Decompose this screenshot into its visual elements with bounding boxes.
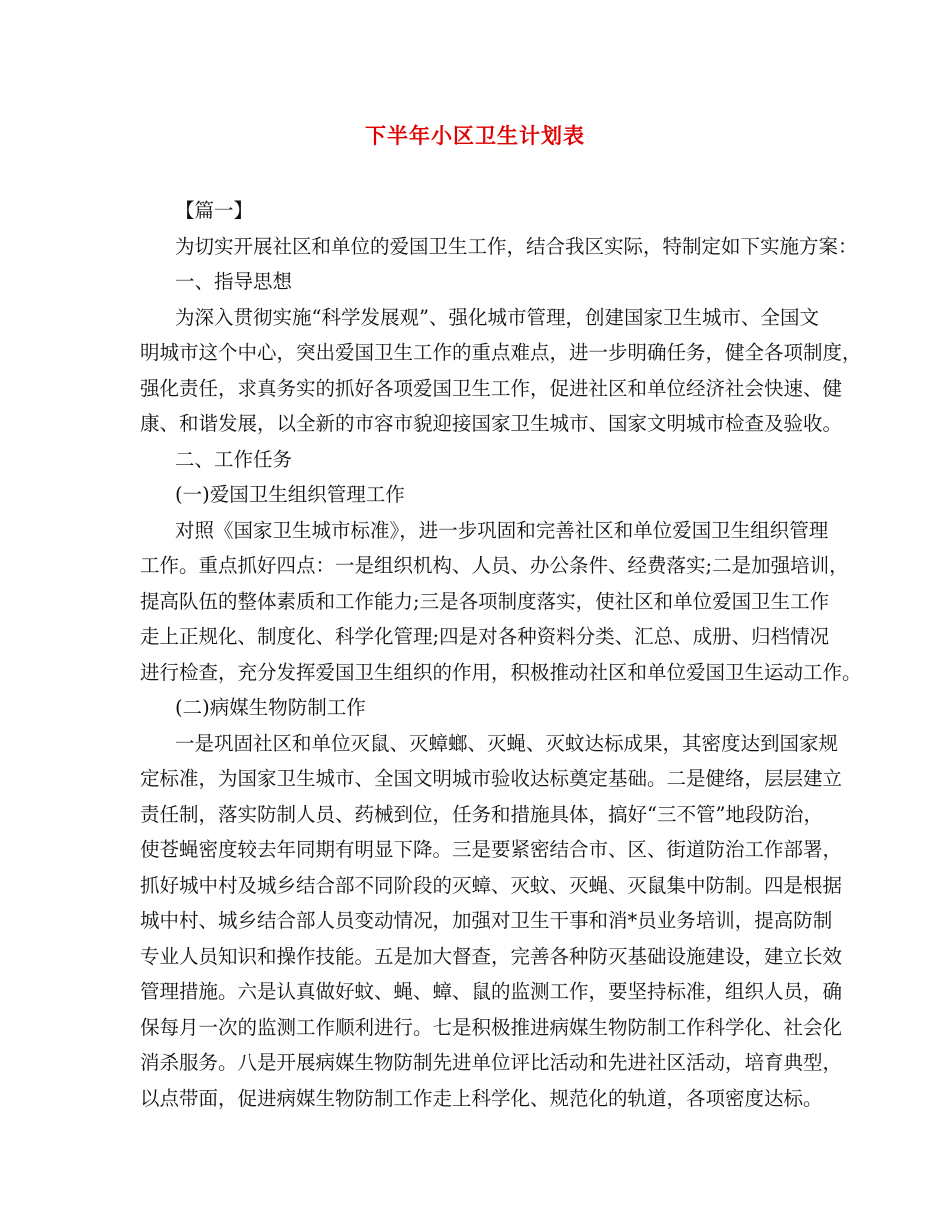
body-line: 为深入贯彻实施“科学发展观”、强化城市管理，创建国家卫生城市、全国文 — [175, 305, 819, 329]
body-line: 为切实开展社区和单位的爱国卫生工作，结合我区实际，特制定如下实施方案： — [175, 234, 858, 258]
body-line: 对照《国家卫生城市标准》，进一步巩固和完善社区和单位爱国卫生组织管理 — [175, 518, 829, 542]
body-line: 定标准，为国家卫生城市、全国文明城市验收达标奠定基础。二是健络，层层建立 — [140, 767, 843, 790]
body-line: 抓好城中村及城乡结合部不同阶段的灭蟑、灭蚊、灭蝇、灭鼠集中防制。四是根据 — [140, 873, 843, 897]
body-line: 强化责任，求真务实的抓好各项爱国卫生工作，促进社区和单位经济社会快速、健 — [140, 376, 843, 400]
body-line: 城中村、城乡结合部人员变动情况，加强对卫生干事和消*员业务培训，提高防制 — [140, 909, 833, 932]
body-line: 提高队伍的整体素质和工作能力;三是各项制度落实，使社区和单位爱国卫生工作 — [140, 589, 830, 613]
body-line: 专业人员知识和操作技能。五是加大督查，完善各种防灭基础设施建设，建立长效 — [140, 944, 843, 968]
body-line: 明城市这个中心，突出爱国卫生工作的重点难点，进一步明确任务，健全各项制度， — [140, 341, 862, 364]
body-line: 一是巩固社区和单位灭鼠、灭蟑螂、灭蝇、灭蚊达标成果，其密度达到国家规 — [175, 731, 839, 755]
body-line: 二、工作任务 — [175, 447, 293, 471]
body-line: 进行检查，充分发挥爱国卫生组织的作用，积极推动社区和单位爱国卫生运动工作。 — [140, 660, 862, 684]
body-line: 消杀服务。八是开展病媒生物防制先进单位评比活动和先进社区活动，培育典型， — [140, 1051, 843, 1074]
body-line: (二)病媒生物防制工作 — [175, 696, 366, 719]
body-line: 以点带面，促进病媒生物防制工作走上科学化、规范化的轨道，各项密度达标。 — [140, 1086, 823, 1110]
body-line: 【篇一】 — [175, 199, 254, 222]
body-line: 管理措施。六是认真做好蚊、蝇、蟑、鼠的监测工作，要坚持标准，组织人员，确 — [140, 980, 843, 1003]
body-line: 责任制，落实防制人员、药械到位，任务和措施具体，搞好“三不管”地段防治， — [140, 802, 823, 826]
document-title: 下半年小区卫生计划表 — [365, 123, 585, 148]
body-line: 工作。重点抓好四点：一是组织机构、人员、办公条件、经费落实;二是加强培训， — [140, 554, 849, 577]
body-line: 使苍蝇密度较去年同期有明显下降。三是要紧密结合市、区、街道防治工作部署， — [140, 838, 843, 861]
body-line: (一)爱国卫生组织管理工作 — [175, 483, 405, 506]
body-line: 保每月一次的监测工作顺利进行。七是积极推进病媒生物防制工作科学化、社会化 — [140, 1015, 843, 1039]
document-body — [140, 193, 862, 1116]
body-line: 一、指导思想 — [175, 270, 293, 293]
body-line: 走上正规化、制度化、科学化管理;四是对各种资料分类、汇总、成册、归档情况 — [140, 625, 830, 648]
body-line: 康、和谐发展，以全新的市容市貌迎接国家卫生城市、国家文明城市检查及验收。 — [140, 412, 843, 435]
